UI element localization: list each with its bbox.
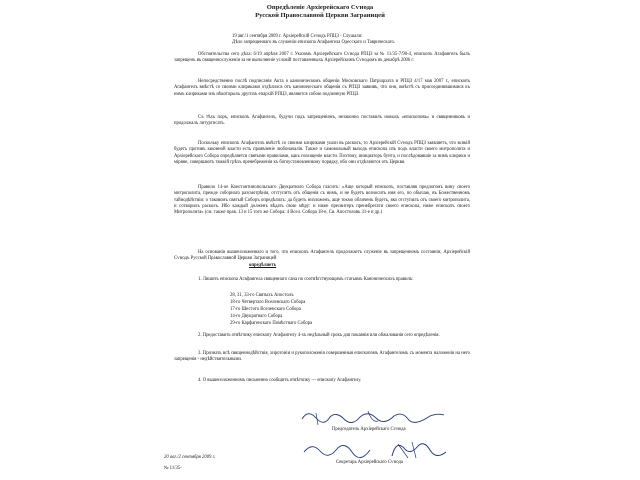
intro-line1: 19 авг./1 сентября 2009 г. Архіерейскій Сѵнодъ РПЦЗ - Слушали:: [232, 34, 363, 39]
canon-list-item: 29-го Карфагенскаго Помѣстнаго Собора: [230, 321, 313, 326]
decree-item-4: 4. О вышеизложенномъ письменно сообщить отвѣтчику — епископу Агафангелу.: [198, 378, 362, 383]
document-title-line2: Русской Православной Церкви Заграницей: [255, 12, 385, 19]
document-page: [140, 0, 500, 480]
decree-item-1: 1. Лишить епископа Агафангела священнаго сана по соотвѣтствующимъ статьямъ Каноническихъ правилъ:: [198, 277, 414, 282]
decree-word: опредѣляетъ: [249, 263, 277, 268]
paragraph-schism: Поскольку епископъ Агафангелъ вмѣстѣ со своими клириками ушли въ расколъ, то Архіерейскій Сѵнодъ РПЦЗ заявляетъ, что всякій будетъ противъ законной власти есть проявленіе любоначалія. Также и самовольный выходъ епископа изъ подъ власти своего митрополита и Архіерейскаго Собора опредѣляется святыми правилами, какъ похищеніе власти. Поэтому, инициаторъ бунта, и послѣдовавшіе за нимъ клирики и міряне, совершаютъ тяжкій грѣхъ пренебреженія къ богоустановленному порядку, ибо они отдѣляются отъ Церкви.: [174, 141, 470, 165]
signatory-title-secretary: Секретарь Архіерейскаго Сѵнода: [336, 460, 403, 465]
document-number: № 11/35-: [164, 466, 182, 471]
paragraph-canon-14: Правило 14-ое Константинопольскаго Двукратнаго Собора гласитъ: «Аще который епископъ, поставляя предлогомъ вину своего митрополита, прежде соборнаго разсмотрѣнія, отступитъ отъ общенія съ нимъ, и не будетъ возносить имя его, по обычаю, въ Божественномъ тайнодѣйствіи: о таковомъ святый Соборъ опредѣлилъ: да будетъ низложенъ, аще токмо обличенъ будетъ, яко отступилъ отъ своего митрополита, и сотворилъ расколъ. Ибо каждый долженъ вѣдать свою мѣру: и ниже пресвитеръ пренебрегати своего епископа, ниже епископъ своего Митрополита» (см. также прав. 13 и 15 того же Собора: 4 Всел. Собора 18-е, Св. Апостоловъ 31-е и др.): [174, 185, 470, 216]
paragraph-circumstances: Обстоятельства сего дѣла: 6/19 апрѣля 2007 г. Указомъ Архіерейскаго Сѵнода РПЦЗ за № 11/35-7/90-4, епископъ Агафангелъ былъ запрещенъ въ священнослуженіи за не выполненіе условій поставленныхъ Архіерейскимъ Сѵнодомъ въ декабрѣ 2006 г.: [174, 52, 470, 64]
signatory-title-chairman: Председатель Архіерейскаго Сѵнода: [332, 427, 406, 432]
document-title-line1: Опредѣленіе Архіерейскаго Сѵнода: [266, 4, 374, 11]
signature-secretary: [300, 438, 450, 462]
canon-list-item: 17-го Шестого Вселенскаго Собора: [230, 307, 301, 312]
canon-list-item: 14-го Двукратнаго Собора: [230, 314, 283, 319]
paragraph-basis: На основаніи вышеизложеннаго и того, что епископъ Агафангелъ продолжаетъ служеніе въ запрещенномъ состояніи, Архіерейскій Сѵнодъ Русской Православной Церкви Заграницей: [174, 250, 470, 262]
decree-item-2: 2. Предоставить отвѣтчику епископу Агафангелу 4-хъ недѣльный срокъ для покаянія или обжалованія сего опредѣленія.: [198, 333, 440, 338]
document-date: 20 авг./2 сентября 2009 г.: [164, 455, 216, 460]
paragraph-new-ordinations: Съ тѣхъ поръ, епископъ Агафангелъ, будучи подъ запрещеніемъ, незаконно поставилъ новыхъ «епископовъ» и священниковъ и продолжалъ литургисать.: [174, 115, 470, 127]
intro-line2: Дѣло запрещеннаго въ служеніи епископа Агафангела Одесскаго и Таврическаго.: [232, 40, 396, 45]
paragraph-act-of-communion: Непосредственно послѣ подписанія Акта о каноническомъ общеніи Московскаго Патріархата и РПЦЗ 4/17 мая 2007 г., епископъ Агафангелъ вмѣстѣ со своими клириками отдѣлился отъ каноническаго общенія съ РПЦЗ заявивъ, что они, вмѣстѣ съ присоединившимися къ нимъ клириками изъ нѣкоторыхъ другихъ епархій РПЦЗ, являются собою подлинную РПЦЗ.: [174, 79, 470, 97]
canon-list-item: 18-го Четвертаго Вселенскаго Собора: [230, 300, 306, 305]
canon-list-item: 28, 31, 33-го Святыхъ Апостолъ: [230, 293, 294, 298]
decree-item-3: 3. Признать всѣ священнодѣйствія, хиротоніи и рукоположенія совершенныя епископомъ Агафангеломъ съ момента наложенія на него запрещенія - недѣйствительными.: [174, 351, 470, 363]
signature-metropolitan: [298, 407, 448, 429]
